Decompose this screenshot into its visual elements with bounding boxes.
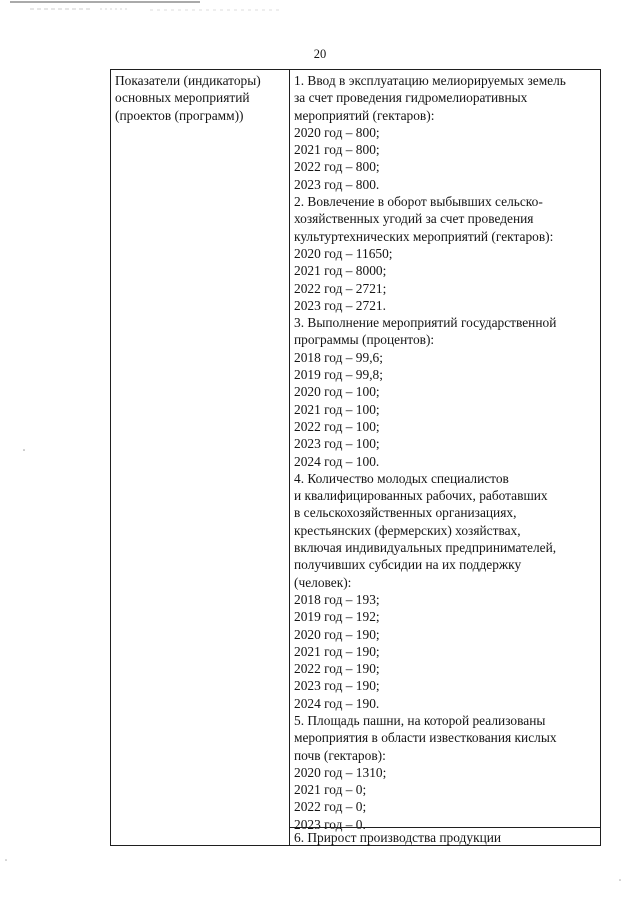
indicator-line: 2018 год – 193; xyxy=(294,591,380,607)
indicator-line: за счет проведения гидромелиоративных xyxy=(294,90,528,106)
indicator-line: 5. Площадь пашни, на которой реализованы xyxy=(294,712,546,728)
indicator-line: 2021 год – 190; xyxy=(294,643,380,659)
indicator-line: (человек): xyxy=(294,574,352,590)
indicator-line: включая индивидуальных предпринимателей, xyxy=(294,540,557,556)
indicator-line: 2024 год – 100. xyxy=(294,453,380,469)
indicator-line: 2022 год – 0; xyxy=(294,799,367,815)
indicator-line: 2022 год – 800; xyxy=(294,159,380,175)
indicator-line: 2024 год – 190. xyxy=(294,695,380,711)
row-divider xyxy=(289,827,600,828)
indicator-line: 2. Вовлечение в оборот выбывших сельско- xyxy=(294,194,543,210)
indicator-line: 2023 год – 190; xyxy=(294,678,380,694)
indicator-line: мероприятия в области известкования кислых xyxy=(294,730,557,746)
indicator-line: 2023 год – 0. xyxy=(294,816,366,832)
indicator-line: мероприятий (гектаров): xyxy=(294,107,435,123)
indicator-line: 2022 год – 2721; xyxy=(294,280,387,296)
indicator-line: 6. Прирост производства продукции xyxy=(294,830,502,845)
indicator-line: 2023 год – 2721. xyxy=(294,297,386,313)
column-divider xyxy=(289,70,290,845)
indicator-line: 2019 год – 192; xyxy=(294,609,380,625)
indicator-line: в сельскохозяйственных организациях, xyxy=(294,505,517,521)
indicator-line: 1. Ввод в эксплуатацию мелиорируемых земель xyxy=(294,73,566,88)
indicator-line: почв (гектаров): xyxy=(294,747,386,763)
indicator-line: 2020 год – 100; xyxy=(294,384,380,400)
indicator-line: хозяйственных угодий за счет проведения xyxy=(294,211,534,227)
indicator-line: 4. Количество молодых специалистов xyxy=(294,470,509,486)
scan-edge-marks xyxy=(0,0,640,14)
indicator-line: 2022 год – 100; xyxy=(294,418,380,434)
label-line: (проектов (программ)) xyxy=(115,107,244,123)
indicators-label-cell xyxy=(115,72,287,124)
indicator-line: и квалифицированных рабочих, работавших xyxy=(294,488,548,504)
label-line: Показатели (индикаторы) xyxy=(115,73,261,88)
next-row-cell xyxy=(294,829,600,846)
indicator-line: 2021 год – 800; xyxy=(294,142,380,158)
indicator-line: программы (процентов): xyxy=(294,332,435,348)
indicator-line: 2023 год – 100; xyxy=(294,436,380,452)
indicator-line: культуртехнических мероприятий (гектаров): xyxy=(294,228,554,244)
indicator-line: 2020 год – 11650; xyxy=(294,245,393,261)
indicator-line: 2020 год – 1310; xyxy=(294,764,387,780)
indicator-line: получивших субсидии на их поддержку xyxy=(294,557,522,573)
indicators-table xyxy=(110,69,601,846)
indicator-line: 2023 год – 800. xyxy=(294,176,380,192)
indicator-line: 2021 год – 8000; xyxy=(294,263,387,279)
indicator-line: 2021 год – 0; xyxy=(294,782,367,798)
indicator-line: 2018 год – 99,6; xyxy=(294,349,383,365)
indicator-line: 2019 год – 99,8; xyxy=(294,367,383,383)
indicator-line: 3. Выполнение мероприятий государственной xyxy=(294,315,557,331)
label-line: основных мероприятий xyxy=(115,90,250,106)
indicators-values-cell xyxy=(294,72,600,833)
indicator-line: 2020 год – 190; xyxy=(294,626,380,642)
indicator-line: 2021 год – 100; xyxy=(294,401,380,417)
indicator-line: 2022 год – 190; xyxy=(294,661,380,677)
indicator-line: 2020 год – 800; xyxy=(294,124,380,140)
indicator-line: крестьянских (фермерских) хозяйствах, xyxy=(294,522,521,538)
page-number: 20 xyxy=(313,47,327,61)
